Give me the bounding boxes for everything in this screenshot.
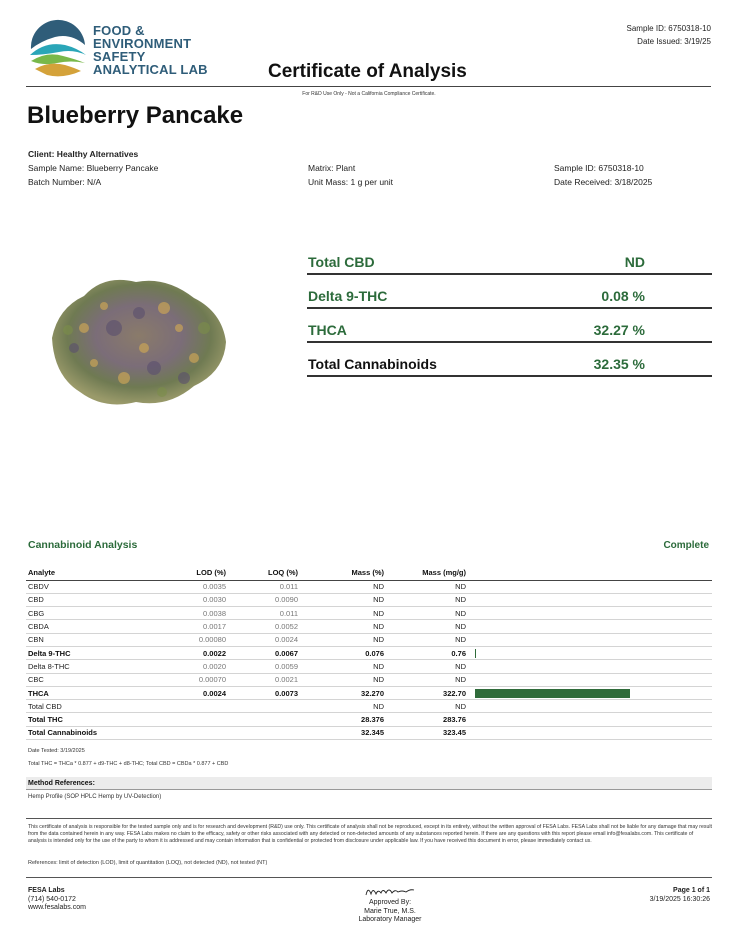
lab-name: FESA Labs — [28, 887, 65, 894]
mass-mg-cell: 322.70 — [390, 686, 472, 699]
loq-cell: 0.0021 — [232, 673, 304, 686]
analyte-cell: Total THC — [26, 713, 146, 726]
mass-percent-cell: ND — [304, 593, 390, 606]
mass-mg-cell: 0.76 — [390, 646, 472, 659]
table-row — [26, 633, 712, 646]
summary-label: Delta 9-THC — [308, 288, 388, 304]
analyte-cell: THCA — [26, 686, 146, 699]
mass-mg-cell: ND — [390, 580, 472, 593]
analyte-cell: CBDV — [26, 580, 146, 593]
product-name: Blueberry Pancake — [27, 102, 244, 129]
summary-label: Total CBD — [308, 254, 375, 270]
mass-percent-cell: ND — [304, 607, 390, 620]
column-header: Mass (mg/g) — [390, 566, 472, 580]
summary-row — [307, 316, 712, 343]
mass-mg-cell: ND — [390, 700, 472, 713]
logo-line: ANALYTICAL LAB — [93, 62, 208, 77]
lod-cell: 0.0035 — [146, 580, 232, 593]
bar-cell — [472, 660, 712, 673]
loq-cell — [232, 713, 304, 726]
footer-divider — [26, 877, 712, 878]
analyte-cell: CBD — [26, 593, 146, 606]
client-info — [28, 147, 158, 189]
bar-cell — [472, 713, 712, 726]
lod-cell: 0.0022 — [146, 646, 232, 659]
total-formula: Total THC = THCa * 0.877 + d9-THC + d8-THC; Total CBD = CBDa * 0.877 + CBD — [28, 761, 229, 767]
analyte-cell: CBC — [26, 673, 146, 686]
logo-line: SAFETY — [93, 49, 146, 64]
loq-cell: 0.0090 — [232, 593, 304, 606]
summary-value: 32.27 % — [593, 322, 645, 338]
sample-name: Sample Name: Blueberry Pancake — [28, 163, 159, 173]
loq-cell: 0.0073 — [232, 686, 304, 699]
approver-signature — [364, 884, 416, 898]
logo-line: FOOD & — [93, 23, 145, 38]
loq-cell: 0.0052 — [232, 620, 304, 633]
mass-percent-cell: 0.076 — [304, 646, 390, 659]
analyte-cell: Delta 9-THC — [26, 646, 146, 659]
mass-percent-cell: ND — [304, 660, 390, 673]
loq-cell: 0.011 — [232, 580, 304, 593]
mass-mg-cell: 283.76 — [390, 713, 472, 726]
table-row — [26, 660, 712, 673]
batch-number: Batch Number: N/A — [28, 177, 102, 187]
summary-value: 32.35 % — [593, 356, 645, 372]
table-row — [26, 580, 712, 593]
sample-id: Sample ID: 6750318-10 — [554, 163, 644, 173]
analyte-cell: Delta 8-THC — [26, 660, 146, 673]
mass-percent-cell: 28.376 — [304, 713, 390, 726]
lod-cell — [146, 700, 232, 713]
mass-mg-cell: ND — [390, 633, 472, 646]
approval-block — [340, 899, 440, 925]
bar-cell — [472, 620, 712, 633]
mass-percent-cell: ND — [304, 700, 390, 713]
lod-cell: 0.00080 — [146, 633, 232, 646]
lod-cell — [146, 726, 232, 739]
mass-percent-cell: 32.270 — [304, 686, 390, 699]
table-row — [26, 607, 712, 620]
summary-label: Total Cannabinoids — [308, 356, 437, 372]
table-row — [26, 726, 712, 739]
mass-mg-cell: ND — [390, 593, 472, 606]
mass-bar — [475, 649, 476, 658]
column-header: Mass (%) — [304, 566, 390, 580]
lod-cell: 0.0017 — [146, 620, 232, 633]
lod-cell: 0.00070 — [146, 673, 232, 686]
logo-line: ENVIRONMENT — [93, 36, 192, 51]
bar-cell — [472, 646, 712, 659]
bar-cell — [472, 673, 712, 686]
analyte-cell: Total Cannabinoids — [26, 726, 146, 739]
table-header-row — [26, 566, 712, 580]
page-number: Page 1 of 1 — [673, 887, 710, 894]
date-tested: Date Tested: 3/19/2025 — [28, 748, 85, 754]
lab-phone: (714) 540-0172 — [28, 895, 76, 903]
table-row — [26, 686, 712, 699]
mass-mg-cell: ND — [390, 673, 472, 686]
loq-cell — [232, 700, 304, 713]
analyte-cell: CBG — [26, 607, 146, 620]
mass-mg-cell: ND — [390, 607, 472, 620]
mass-percent-cell: ND — [304, 580, 390, 593]
table-row — [26, 593, 712, 606]
summary-label: THCA — [308, 322, 347, 338]
summary-row — [307, 350, 712, 377]
column-header: LOQ (%) — [232, 566, 304, 580]
matrix: Matrix: Plant — [308, 163, 356, 173]
lab-logo-icon — [27, 19, 89, 81]
loq-cell: 0.0059 — [232, 660, 304, 673]
bar-cell — [472, 580, 712, 593]
column-header: Analyte — [26, 566, 146, 580]
summary-row — [307, 282, 712, 309]
header-divider — [26, 86, 711, 87]
table-row — [26, 713, 712, 726]
lod-cell: 0.0030 — [146, 593, 232, 606]
lod-cell: 0.0024 — [146, 686, 232, 699]
bar-cell — [472, 593, 712, 606]
mass-mg-cell: ND — [390, 620, 472, 633]
legal-notice: This certificate of analysis is responsible for the tested sample only and is for research and development (R&D) use only. This certificate of analysis shall not be reproduced, except in its entirety, without the written approval of FESA Labs. FESA Labs shall not be liable for any damage that may result from the data contained herein in any way. FESA Labs makes no claim to the efficacy, safety or other risks associated with any detected or non-detected amounts of any substances reported herein. If there are any questions with this report please email info@fesalabs.com. This certificate of analysis is intended only for the use of the party to whom it is addressed and may contain information that is confidential or protected from disclosure under applicable law. If you have received this document in error, please immediately contact us. — [28, 824, 712, 844]
receipt-info — [554, 161, 652, 189]
column-header: LOD (%) — [146, 566, 232, 580]
lab-contact — [28, 887, 86, 913]
document-title: Certificate of Analysis — [268, 61, 467, 82]
bar-cell — [472, 700, 712, 713]
mass-percent-cell: ND — [304, 633, 390, 646]
mass-mg-cell: ND — [390, 660, 472, 673]
summary-row — [307, 248, 712, 275]
mass-mg-cell: 323.45 — [390, 726, 472, 739]
bar-cell — [472, 726, 712, 739]
method-reference: Hemp Profile (SOP HPLC Hemp by UV-Detection) — [28, 794, 162, 800]
unit-mass: Unit Mass: 1 g per unit — [308, 177, 394, 187]
lod-cell: 0.0038 — [146, 607, 232, 620]
table-row — [26, 700, 712, 713]
table-row — [26, 620, 712, 633]
approved-by-label: Approved By: — [368, 899, 412, 906]
loq-cell: 0.0024 — [232, 633, 304, 646]
method-references-heading: Method References: — [26, 777, 712, 790]
approver-name: Marie True, M.S. — [364, 907, 416, 915]
bar-column-header — [472, 566, 712, 580]
compliance-disclaimer: For R&D Use Only - Not a California Compliance Certificate. — [302, 91, 436, 97]
analyte-cell: CBDA — [26, 620, 146, 633]
bar-cell — [472, 633, 712, 646]
references-note: References: limit of detection (LOD), limit of quantitation (LOQ), not detected (ND), not tested (NT) — [28, 860, 268, 866]
section-title: Cannabinoid Analysis — [28, 539, 138, 551]
lab-website: www.fesalabs.com — [28, 904, 86, 911]
summary-value: 0.08 % — [601, 288, 645, 304]
mass-bar — [475, 689, 630, 698]
mass-percent-cell: ND — [304, 673, 390, 686]
bar-cell — [472, 686, 712, 699]
client-name: Client: Healthy Alternatives — [28, 149, 139, 159]
header-sample-id: Sample ID: 6750318-10 — [626, 24, 711, 33]
cannabinoid-table — [26, 566, 712, 740]
summary-value: ND — [624, 254, 645, 270]
status-badge: Complete — [663, 540, 709, 551]
loq-cell: 0.0067 — [232, 646, 304, 659]
loq-cell: 0.011 — [232, 607, 304, 620]
bar-cell — [472, 607, 712, 620]
approver-title: Laboratory Manager — [358, 916, 422, 923]
analyte-cell: Total CBD — [26, 700, 146, 713]
product-photo — [44, 268, 230, 414]
mass-percent-cell: 32.345 — [304, 726, 390, 739]
lab-logo-text — [93, 24, 208, 76]
section-divider — [26, 818, 712, 819]
analyte-cell: CBN — [26, 633, 146, 646]
loq-cell — [232, 726, 304, 739]
report-timestamp: 3/19/2025 16:30:26 — [649, 895, 710, 903]
lod-cell — [146, 713, 232, 726]
date-received: Date Received: 3/18/2025 — [554, 177, 653, 187]
header-meta — [627, 22, 712, 48]
matrix-info — [308, 161, 393, 189]
table-row — [26, 673, 712, 686]
table-row — [26, 646, 712, 659]
lod-cell: 0.0020 — [146, 660, 232, 673]
page-info — [650, 887, 710, 904]
header-date-issued: Date Issued: 3/19/25 — [637, 37, 711, 46]
mass-percent-cell: ND — [304, 620, 390, 633]
